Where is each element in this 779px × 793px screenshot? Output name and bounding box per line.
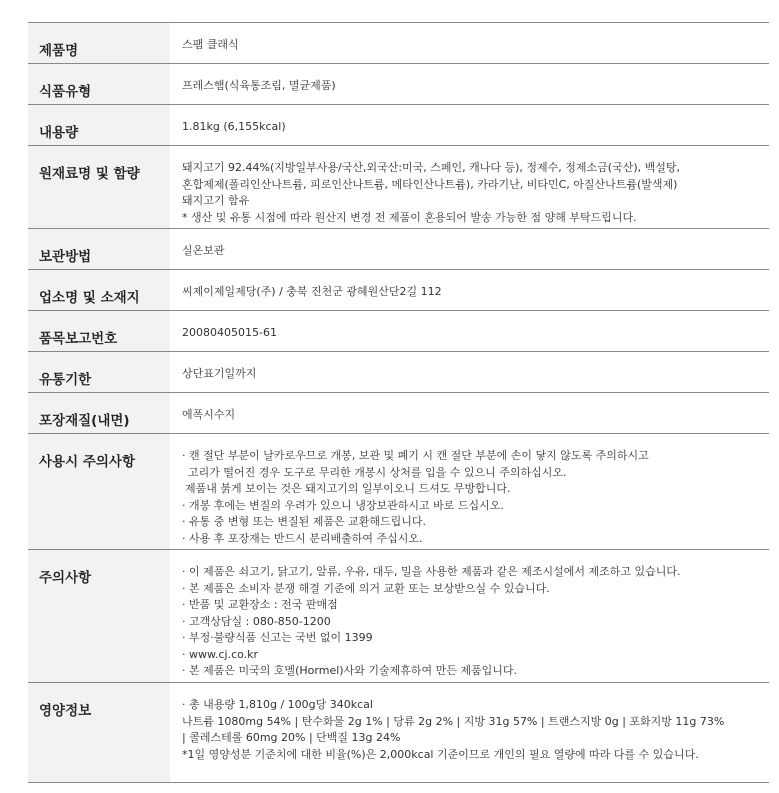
value-line: 20080405015-61 xyxy=(182,326,277,339)
row-label: 영양정보 xyxy=(28,683,170,782)
value-line: · 유통 중 변형 또는 변질된 제품은 교환해드립니다. xyxy=(182,515,426,528)
value-line: · 이 제품은 쇠고기, 닭고기, 알류, 우유, 대두, 밀을 사용한 제품과 같은 제조시설에서 제조하고 있습니다. xyxy=(182,565,681,578)
info-row-product-name xyxy=(28,23,769,64)
value-line: 실온보관 xyxy=(182,244,225,257)
info-row-usage-caution xyxy=(28,434,769,550)
value-line: · 반품 및 교환장소 : 전국 판매점 xyxy=(182,598,338,611)
row-value xyxy=(170,23,769,63)
row-value xyxy=(170,270,769,310)
row-label: 품목보고번호 xyxy=(28,311,170,351)
row-value xyxy=(170,550,769,682)
value-line: 프레스햄(식육통조림, 멸균제품) xyxy=(182,79,336,92)
info-row-storage xyxy=(28,229,769,270)
row-label: 식품유형 xyxy=(28,64,170,104)
info-row-expiry xyxy=(28,352,769,393)
value-line: 상단표기일까지 xyxy=(182,367,257,380)
value-line: 1.81kg (6,155kcal) xyxy=(182,120,286,133)
row-label: 내용량 xyxy=(28,105,170,145)
product-info-table xyxy=(28,22,769,783)
row-value xyxy=(170,393,769,433)
row-value xyxy=(170,146,769,228)
value-line: · 부정·불량식품 신고는 국번 없이 1399 xyxy=(182,631,373,644)
row-value xyxy=(170,229,769,269)
value-line: * 생산 및 유통 시점에 따라 원산지 변경 전 제품이 혼용되어 발송 가능한 점 양해 부탁드립니다. xyxy=(182,210,637,224)
row-value xyxy=(170,105,769,145)
info-row-packaging xyxy=(28,393,769,434)
value-line: · 본 제품은 미국의 호멜(Hormel)사와 기술제휴하여 만든 제품입니다. xyxy=(182,664,517,677)
value-line: *1일 영양성분 기준치에 대한 비율(%)은 2,000kcal 기준이므로 개인의 필요 열량에 따라 다를 수 있습니다. xyxy=(182,747,699,761)
value-line: 고리가 떨어진 경우 도구로 무리한 개봉시 상처를 입을 수 있으니 주의하십시오. xyxy=(188,465,567,479)
row-value xyxy=(170,683,769,782)
row-label: 업소명 및 소재지 xyxy=(28,270,170,310)
row-label: 제품명 xyxy=(28,23,170,63)
row-label: 포장재질(내면) xyxy=(28,393,170,433)
row-label: 사용시 주의사항 xyxy=(28,434,170,549)
value-line: · 캔 절단 부분이 날카로우므로 개봉, 보관 및 폐기 시 캔 절단 부분에 손이 닿지 않도록 주의하시고 xyxy=(182,449,649,462)
value-line: 에폭시수지 xyxy=(182,408,236,421)
value-line: · www.cj.co.kr xyxy=(182,647,259,661)
value-line: 제품내 붉게 보이는 것은 돼지고기의 일부이오니 드셔도 무방합니다. xyxy=(185,482,511,495)
value-line: 돼지고기 함유 xyxy=(182,194,250,207)
info-row-food-type xyxy=(28,64,769,105)
value-line: 스팸 클래식 xyxy=(182,38,239,51)
row-label: 주의사항 xyxy=(28,550,170,682)
value-line: · 고객상담실 : 080-850-1200 xyxy=(182,614,331,628)
value-line: · 본 제품은 소비자 분쟁 해결 기준에 의거 교환 또는 보상받으실 수 있습니다. xyxy=(182,581,550,595)
info-row-report-number xyxy=(28,311,769,352)
info-row-ingredients xyxy=(28,146,769,229)
value-line: 혼합제제(폴리인산나트륨, 피로인산나트륨, 메타인산나트륨), 카라기난, 비타민C, 아질산나트륨(발색제) xyxy=(182,177,678,191)
row-label: 유통기한 xyxy=(28,352,170,392)
value-line: · 사용 후 포장재는 반드시 분리배출하여 주십시오. xyxy=(182,531,423,545)
info-row-content-amount xyxy=(28,105,769,146)
row-value xyxy=(170,311,769,351)
row-label: 원재료명 및 함량 xyxy=(28,146,170,228)
value-line: 돼지고기 92.44%(지방일부사용/국산,외국산:미국, 스페인, 캐나다 등), 정제수, 정제소금(국산), 백설탕, xyxy=(182,161,681,174)
value-line: 나트륨 1080mg 54% | 탄수화물 2g 1% | 당류 2g 2% | 지방 31g 57% | 트랜스지방 0g | 포화지방 11g 73% xyxy=(182,714,725,728)
value-line: · 총 내용량 1,810g / 100g당 340kcal xyxy=(182,698,373,711)
row-label: 보관방법 xyxy=(28,229,170,269)
info-row-precautions xyxy=(28,550,769,683)
row-value xyxy=(170,352,769,392)
info-row-manufacturer xyxy=(28,270,769,311)
row-value xyxy=(170,434,769,549)
row-value xyxy=(170,64,769,104)
value-line: | 콜레스테롤 60mg 20% | 단백질 13g 24% xyxy=(182,731,401,744)
info-row-nutrition xyxy=(28,683,769,783)
value-line: 씨제이제일제당(주) / 충북 진천군 광혜원산단2길 112 xyxy=(182,285,442,298)
value-line: · 개봉 후에는 변질의 우려가 있으니 냉장보관하시고 바로 드십시오. xyxy=(182,498,504,512)
